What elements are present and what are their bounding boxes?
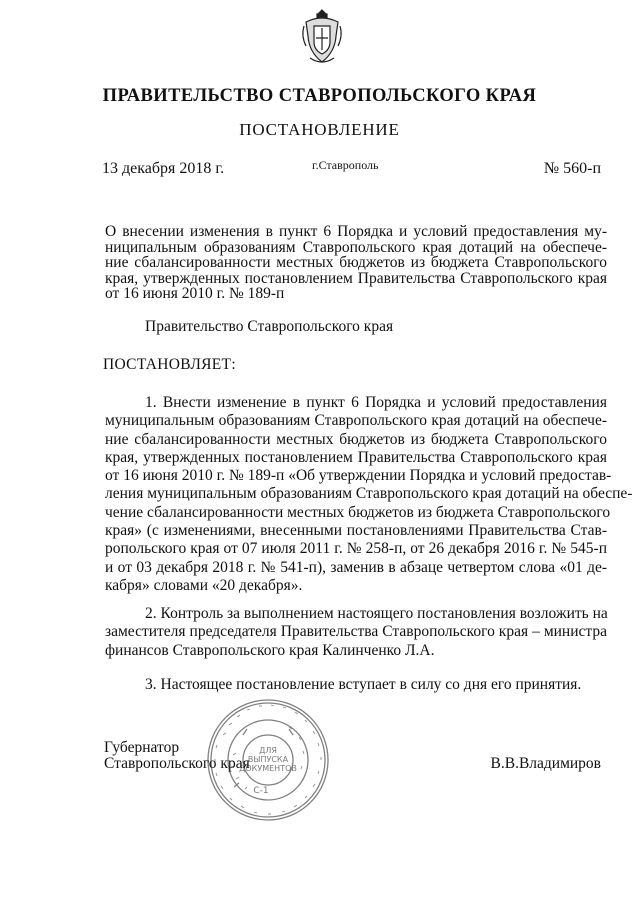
paragraph-line: от 16 июня 2010 г. № 189-п «Об утверждении Порядка и условий предостав- <box>105 467 612 485</box>
stamp-line: ДЛЯ <box>259 746 277 755</box>
signer-title-line: Губернатор <box>104 739 180 756</box>
document-subject <box>105 224 607 302</box>
signer-name: В.В.Владимиров <box>490 755 601 772</box>
stamp-code: С-1 <box>253 786 269 796</box>
paragraph-line: ления муниципальным образованиям Ставропольского края дотаций на обеспе- <box>105 485 633 503</box>
stamp-line: ВЫПУСКА <box>247 755 289 764</box>
paragraph-line: и от 03 декабря 2018 г. № 541-п), заменив в абзаце четвертом слова «01 де- <box>105 558 607 576</box>
subject-line: ниципальным образованиям Ставропольского края дотаций на обеспече- <box>105 238 607 256</box>
paragraph-line: ние сбалансированности местных бюджетов из бюджета Ставропольского <box>105 430 607 448</box>
paragraph-2 <box>105 605 607 660</box>
paragraph-line: 3. Настоящее постановление вступает в силу со дня его принятия. <box>145 676 582 693</box>
paragraph-line: муниципальным образованиям Ставропольского края дотаций на обеспече- <box>105 412 607 430</box>
coat-of-arms-icon <box>300 8 344 66</box>
subject-line: ние сбалансированности местных бюджетов из бюджета Ставропольского <box>105 254 607 271</box>
paragraph-line: ропольского края от 07 июля 2011 г. № 258-п, от 26 декабря 2016 г. № 545-п <box>105 540 607 558</box>
government-title: ПРАВИТЕЛЬСТВО СТАВРОПОЛЬСКОГО КРАЯ <box>102 86 537 106</box>
paragraph-line: кабря» словами «20 декабря». <box>105 576 303 594</box>
paragraph-line: финансов Ставропольского края Калинченко Л.А. <box>105 641 435 659</box>
signer-title-line: Ставропольского края <box>104 755 250 772</box>
stamp-line: ДОКУМЕНТОВ <box>239 764 297 773</box>
paragraph-1 <box>105 394 633 595</box>
decree-heading: ПОСТАНОВЛЯЕТ: <box>103 356 236 373</box>
document-type: ПОСТАНОВЛЕНИЕ <box>239 120 400 139</box>
paragraph-line: чение сбалансированности местных бюджетов из бюджета Ставропольского <box>105 503 611 521</box>
document-date: 13 декабря 2018 г. <box>102 160 225 177</box>
document-city: г.Ставрополь <box>312 158 379 172</box>
paragraph-line: 2. Контроль за выполнением настоящего постановления возложить на <box>145 605 608 622</box>
paragraph-line: 1. Внести изменение в пункт 6 Порядка и условий предоставления <box>145 394 607 411</box>
subject-line: края, утвержденных постановлением Правительства Ставропольского края <box>105 269 607 287</box>
preamble: Правительство Ставропольского края <box>145 318 394 335</box>
subject-line: О внесении изменения в пункт 6 Порядка и условий предоставления му- <box>105 223 607 240</box>
paragraph-line: заместителя председателя Правительства Ставропольского края – министра <box>105 623 607 641</box>
paragraph-line: края, утвержденных постановлением Правительства Ставропольского края <box>105 448 607 466</box>
subject-line: от 16 июня 2010 г. № 189-п <box>105 285 285 302</box>
paragraph-line: края» (с изменениями, внесенными постановлениями Правительства Став- <box>105 522 607 540</box>
signer-title <box>104 740 250 772</box>
document-number: № 560-п <box>543 160 601 177</box>
paragraph-3 <box>105 676 607 694</box>
